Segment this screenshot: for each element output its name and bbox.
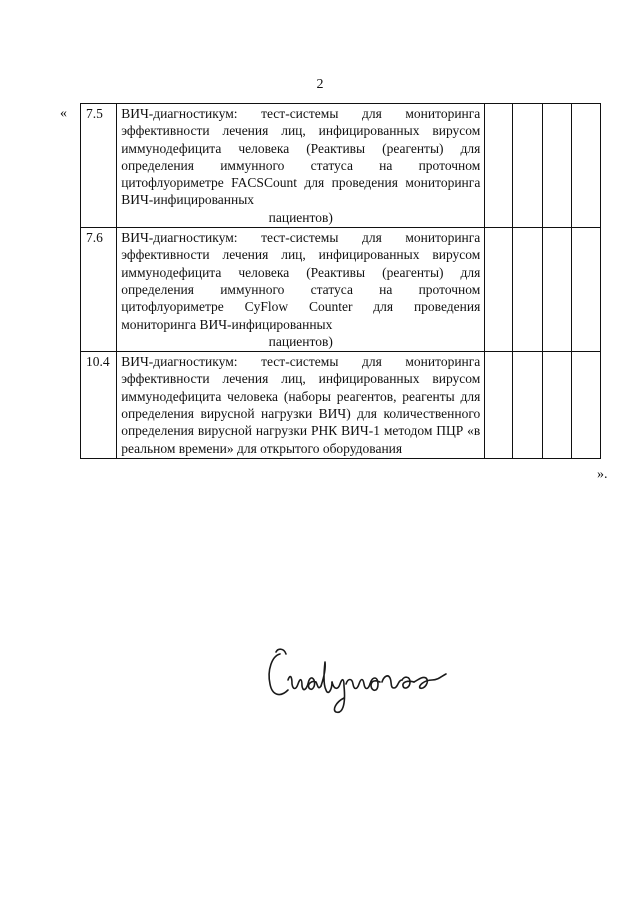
table-row — [81, 228, 601, 352]
row-description-text: ВИЧ-диагностикум: тест-системы для мониторинга эффективности лечения лиц, инфицированных вирусом иммунодефицита человека (Реактивы (реагенты) для определения иммунного статуса на проточном цитофлуориметре FACSCount для проведения мониторинга ВИЧ-инфицированных — [121, 106, 481, 208]
handwritten-signature — [262, 640, 454, 716]
row-description — [117, 104, 485, 228]
table-row — [81, 104, 601, 228]
row-number: 10.4 — [81, 352, 117, 459]
row-description — [117, 352, 485, 459]
empty-cell — [571, 228, 600, 352]
row-description-last-line: пациентов) — [268, 209, 333, 225]
empty-cell — [571, 352, 600, 459]
empty-cell — [485, 228, 513, 352]
empty-cell — [571, 104, 600, 228]
row-description — [117, 228, 485, 352]
row-description-text: ВИЧ-диагностикум: тест-системы для мониторинга эффективности лечения лиц, инфицированных вирусом иммунодефицита человека (наборы реагентов, реагенты для определения вирусной нагрузки ВИЧ) для количественного определения вирусной нагрузки РНК ВИЧ-1 методом ПЦР «в реальном времени» для открытого оборудования — [121, 354, 481, 456]
empty-cell — [542, 228, 571, 352]
empty-cell — [542, 352, 571, 459]
empty-cell — [485, 352, 513, 459]
empty-cell — [513, 104, 542, 228]
empty-cell — [485, 104, 513, 228]
empty-cell — [513, 352, 542, 459]
row-description-last-line: пациентов) — [268, 333, 333, 349]
row-description-text: ВИЧ-диагностикум: тест-системы для мониторинга эффективности лечения лиц, инфицированных вирусом иммунодефицита человека (Реактивы (реагенты) для определения иммунного статуса на проточном цитофлуориметре CyFlow Counter для проведения мониторинга ВИЧ-инфицированных — [121, 230, 481, 332]
table-row — [81, 352, 601, 459]
empty-cell — [542, 104, 571, 228]
row-number: 7.6 — [81, 228, 117, 352]
page-number: 2 — [316, 77, 324, 92]
opening-quote: « — [60, 106, 67, 121]
empty-cell — [513, 228, 542, 352]
row-number: 7.5 — [81, 104, 117, 228]
items-table — [80, 103, 601, 459]
closing-quote: ». — [597, 467, 608, 482]
